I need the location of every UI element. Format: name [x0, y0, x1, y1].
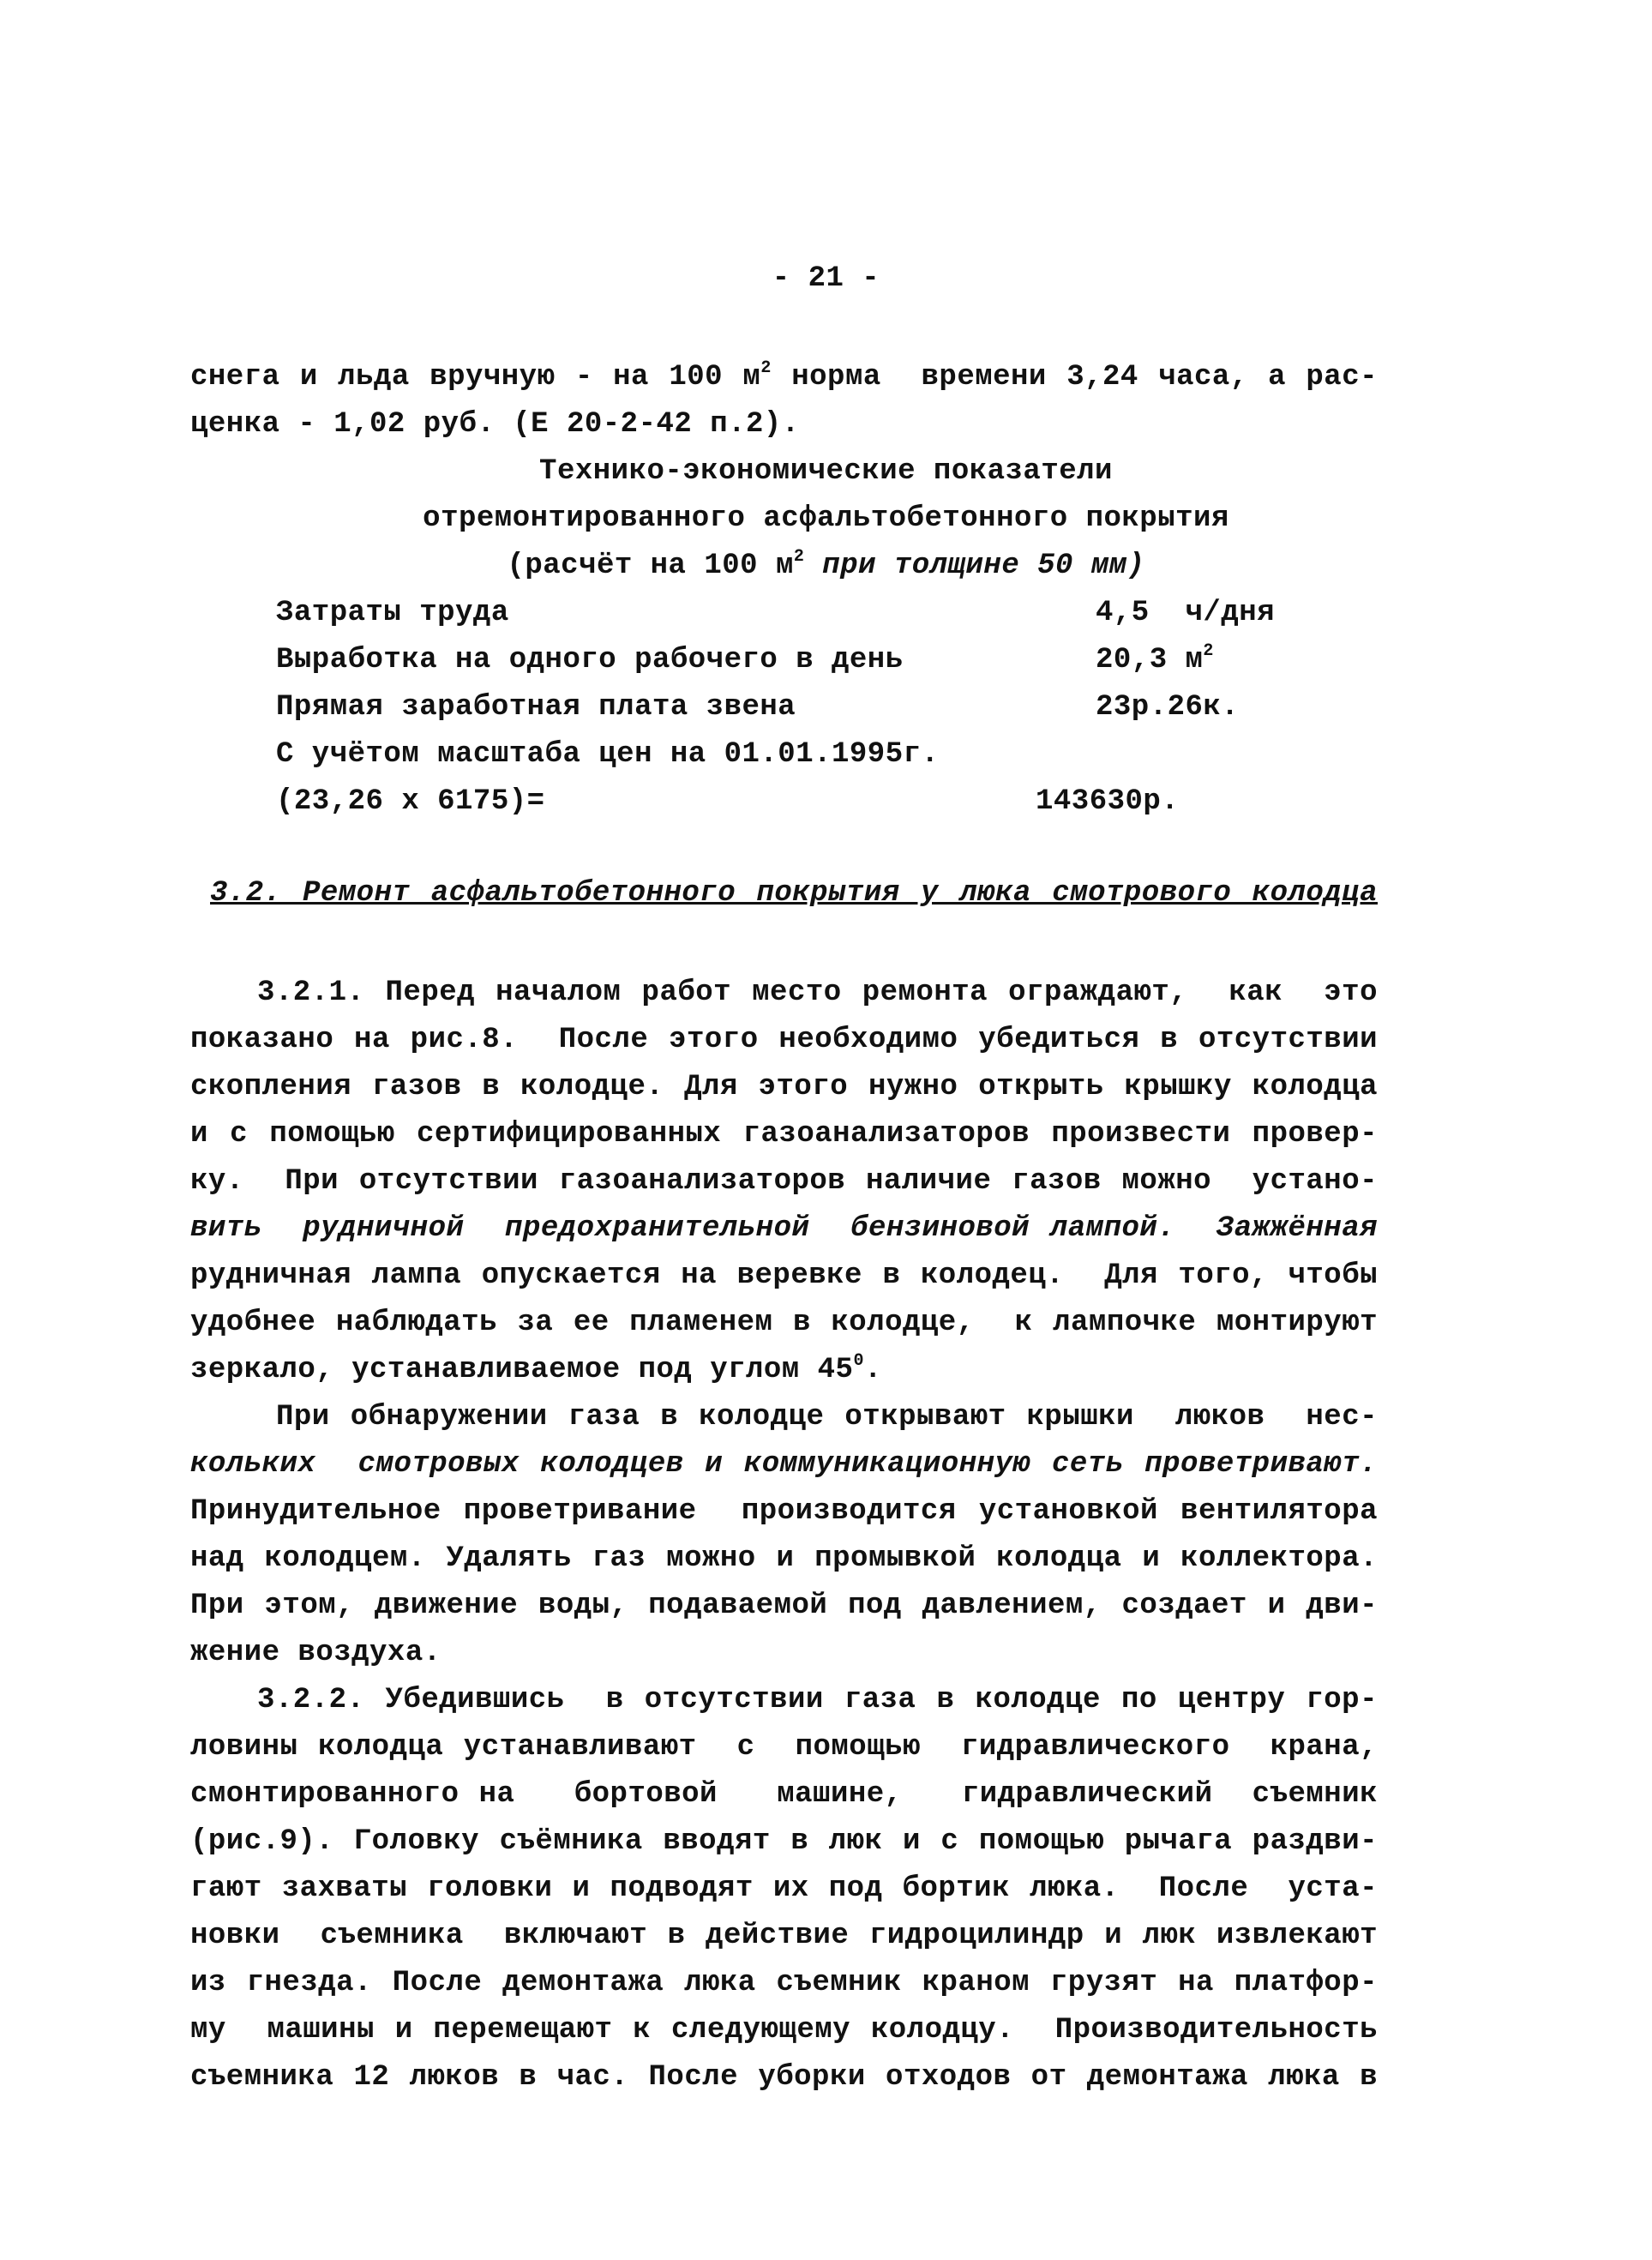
indicator-value: 4,5 ч/дня	[1096, 597, 1276, 629]
paragraph-line: новки съемника включают в действие гидроцилиндр и люк извлекают	[190, 1920, 1378, 1952]
indicator-value-text: 20,3 м	[1096, 644, 1204, 676]
paragraph-line: При этом, движение воды, подаваемой под давлением, создает и дви-	[190, 1590, 1378, 1622]
section-heading: 3.2. Ремонт асфальтобетонного покрытия у люка смотрового колодца	[210, 877, 1378, 910]
paragraph-line: ловины колодца устанавливают с помощью гидравлического крана,	[190, 1731, 1378, 1764]
paragraph-line: над колодцем. Удалять газ можно и промывкой колодца и коллектора.	[190, 1542, 1378, 1575]
paragraph-line: (рис.9). Головку съёмника вводят в люк и с помощью рычага раздви-	[190, 1825, 1378, 1858]
paragraph-line: из гнезда. После демонтажа люка съемник краном грузят на платфор-	[190, 1967, 1378, 1999]
indicator-label: Прямая заработная плата звена	[276, 691, 796, 724]
intro-line-1-text-2: норма времени 3,24 часа, а рас-	[771, 361, 1378, 394]
paragraph-line-last-text-2: .	[863, 1354, 882, 1386]
paragraph-line: Принудительное проветривание производится установкой вентилятора	[190, 1495, 1378, 1528]
indicators-title-line-3	[0, 549, 1652, 583]
paragraph-line: рудничная лампа опускается на веревке в колодец. Для того, чтобы	[190, 1259, 1378, 1292]
paragraph-line: 3.2.1. Перед началом работ место ремонта ограждают, как это	[257, 977, 1378, 1009]
indicators-title-line-3-sup: 2	[793, 547, 805, 567]
paragraph-line-last-sup: 0	[853, 1351, 864, 1371]
indicators-title-line-1: Технико-экономические показатели	[539, 455, 1113, 488]
paragraph-line: кольких смотровых колодцев и коммуникационную сеть проветривают.	[190, 1448, 1378, 1481]
indicator-value: 23р.26к.	[1096, 691, 1240, 724]
intro-line-2: ценка - 1,02 руб. (Е 20-2-42 п.2).	[190, 408, 800, 441]
indicator-value	[1096, 643, 1214, 677]
paragraph-line: съемника 12 люков в час. После уборки отходов от демонтажа люка в	[190, 2061, 1378, 2094]
paragraph-line-last-text: зеркало, устанавливаемое под углом 45	[190, 1354, 854, 1386]
intro-line-1-sup: 2	[760, 358, 772, 378]
paragraph-line: вить рудничной предохранительной бензиновой лампой. Зажжённая	[190, 1212, 1378, 1245]
paragraph-line: удобнее наблюдать за ее пламенем в колодце, к лампочке монтируют	[190, 1307, 1378, 1339]
indicator-value: 143630р.	[1036, 785, 1180, 818]
paragraph-line-last: жение воздуха.	[190, 1637, 442, 1669]
paragraph-line: показано на рис.8. После этого необходимо убедиться в отсутствии	[190, 1024, 1378, 1056]
intro-line-1	[190, 360, 1378, 394]
intro-line-1-text: снега и льда вручную - на 100 м	[190, 361, 761, 394]
paragraph-line: гают захваты головки и подводят их под бортик люка. После уста-	[190, 1872, 1378, 1905]
indicator-label: С учётом масштаба цен на 01.01.1995г.	[276, 738, 940, 771]
paragraph-line: му машины и перемещают к следующему колодцу. Производительность	[190, 2014, 1378, 2047]
paragraph-line: При обнаружении газа в колодце открывают крышки люков нес-	[276, 1401, 1378, 1434]
indicator-label: Затраты труда	[276, 597, 509, 629]
paragraph-line: скопления газов в колодце. Для этого нужно открыть крышку колодца	[190, 1071, 1378, 1103]
page-number: - 21 -	[772, 262, 880, 295]
indicators-title-line-3-text: (расчёт на 100 м	[507, 550, 794, 582]
paragraph-line: смонтированного на бортовой машине, гидравлический съемник	[190, 1778, 1378, 1811]
indicator-value-sup: 2	[1203, 641, 1214, 661]
paragraph-line: и с помощью сертифицированных газоанализаторов произвести провер-	[190, 1118, 1378, 1151]
paragraph-line: ку. При отсутствии газоанализаторов наличие газов можно устано-	[190, 1165, 1378, 1198]
paragraph-line: 3.2.2. Убедившись в отсутствии газа в колодце по центру гор-	[257, 1684, 1378, 1716]
indicator-label: (23,26 х 6175)=	[276, 785, 545, 818]
indicators-title-line-2: отремонтированного асфальтобетонного покрытия	[423, 502, 1229, 535]
indicator-label: Выработка на одного рабочего в день	[276, 644, 904, 676]
paragraph-line-last	[190, 1353, 882, 1387]
indicators-title-line-3-text-2: при толщине 50 мм)	[804, 550, 1145, 582]
